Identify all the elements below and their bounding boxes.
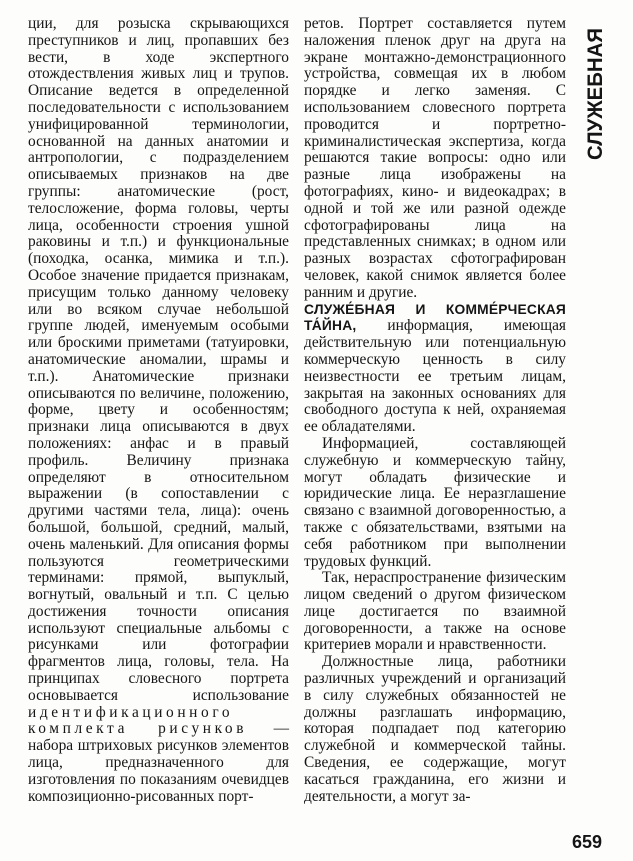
running-head-svg <box>575 22 611 162</box>
paragraph: Так, нераспространение физическим лицом сведений о другом физическом лице достигается по взаимной договоренности, а также на основе критериев морали и нравственности. <box>304 569 566 654</box>
entry-headword: СЛУЖЕ́БНАЯ И КОММЕ́РЧЕСКАЯ ТА́ЙНА, <box>304 301 566 334</box>
entry-definition: информация, имеющая действительную или потенциальную коммерческую ценность в силу неизвестности ее третьим лицам, закрытая на законных основаниях для свободного доступа к ней, охраняемая ее обладателями. <box>304 317 566 436</box>
spaced-term: идентификационного комплекта рисунков <box>28 703 248 738</box>
running-head-text: СЛУЖЕБНАЯ <box>584 24 607 160</box>
paragraph <box>28 16 289 805</box>
running-head <box>575 22 611 162</box>
paragraph-text: — набора штриховых рисунков элементов лица, предназначенного для изготовления по показаниям очевидцев композиционно-рисованных порт- <box>28 720 289 805</box>
right-column <box>304 16 566 805</box>
paragraph: ретов. Портрет составляется путем наложения пленок друг на друга на экране монтажно-демонстрационного устройства, совмещая их в любом порядке и легко заменяя. С использованием словесного портрета проводится и портретно-криминалистическая экспертиза, когда решаются такие вопросы: одно или разные лица изображены на фотографиях, кино- и видеокадрах; в одной и той же или разной одежде сфотографированы лица на представленных снимках; в одном или разных возрастах сфотографирован человек, какой снимок является более ранним и другие. <box>304 15 566 301</box>
paragraph-text: ции, для розыска скрывающихся преступников и лиц, пропавших без вести, в ходе экспертного отождествления живых лиц и трупов. Описание ведется в определенной последовательности с использованием унифицированной терминологии, основанной на данных анатомии и антропологии, с подразделением описываемых признаков на две группы: анатомические (рост, телосложение, форма головы, черты лица, особенности строения ушной раковины и т.п.) и функциональные (походка, осанка, мимика и т.п.). Особое значение придается признакам, присущим только данному человеку или во всяком случае небольшой группе людей, именуемым особыми или броскими приметами (татуировки, анатомические аномалии, шрамы и т.п.). Анатомические признаки описываются по величине, положению, форме, цвету и особенностям; признаки лица описываются в двух положениях: анфас и в правый профиль. Величину признака определяют в относительном выражении (в сопоставлении с другими частями тела, лица): очень большой, большой, средний, малый, очень маленький. Для описания формы пользуются геометрическими терминами: прямой, выпуклый, вогнутый, овальный и т.п. С целью достижения точности описания используют специальные альбомы с рисунками или фотографии фрагментов лица, головы, тела. На принципах словесного портрета основывается использование <box>28 15 289 704</box>
paragraph: Должностные лица, работники различных учреждений и организаций в силу служебных обязанностей не должны разглашать информацию, которая подпадает под категорию служебной и коммерческой тайны. Сведения, ее содержащие, могут касаться гражданина, его жизни и деятельности, а могут за- <box>304 653 566 805</box>
page-number: 659 <box>572 832 603 852</box>
paragraph: Информацией, составляющей служебную и коммерческую тайну, могут обладать физические и юридические лица. Ее неразглашение связано с взаимной договоренностью, а также с обязательствами, взятыми на себя работником при выполнении трудовых функций. <box>304 434 566 570</box>
dictionary-entry <box>304 302 566 436</box>
left-column <box>28 16 289 805</box>
